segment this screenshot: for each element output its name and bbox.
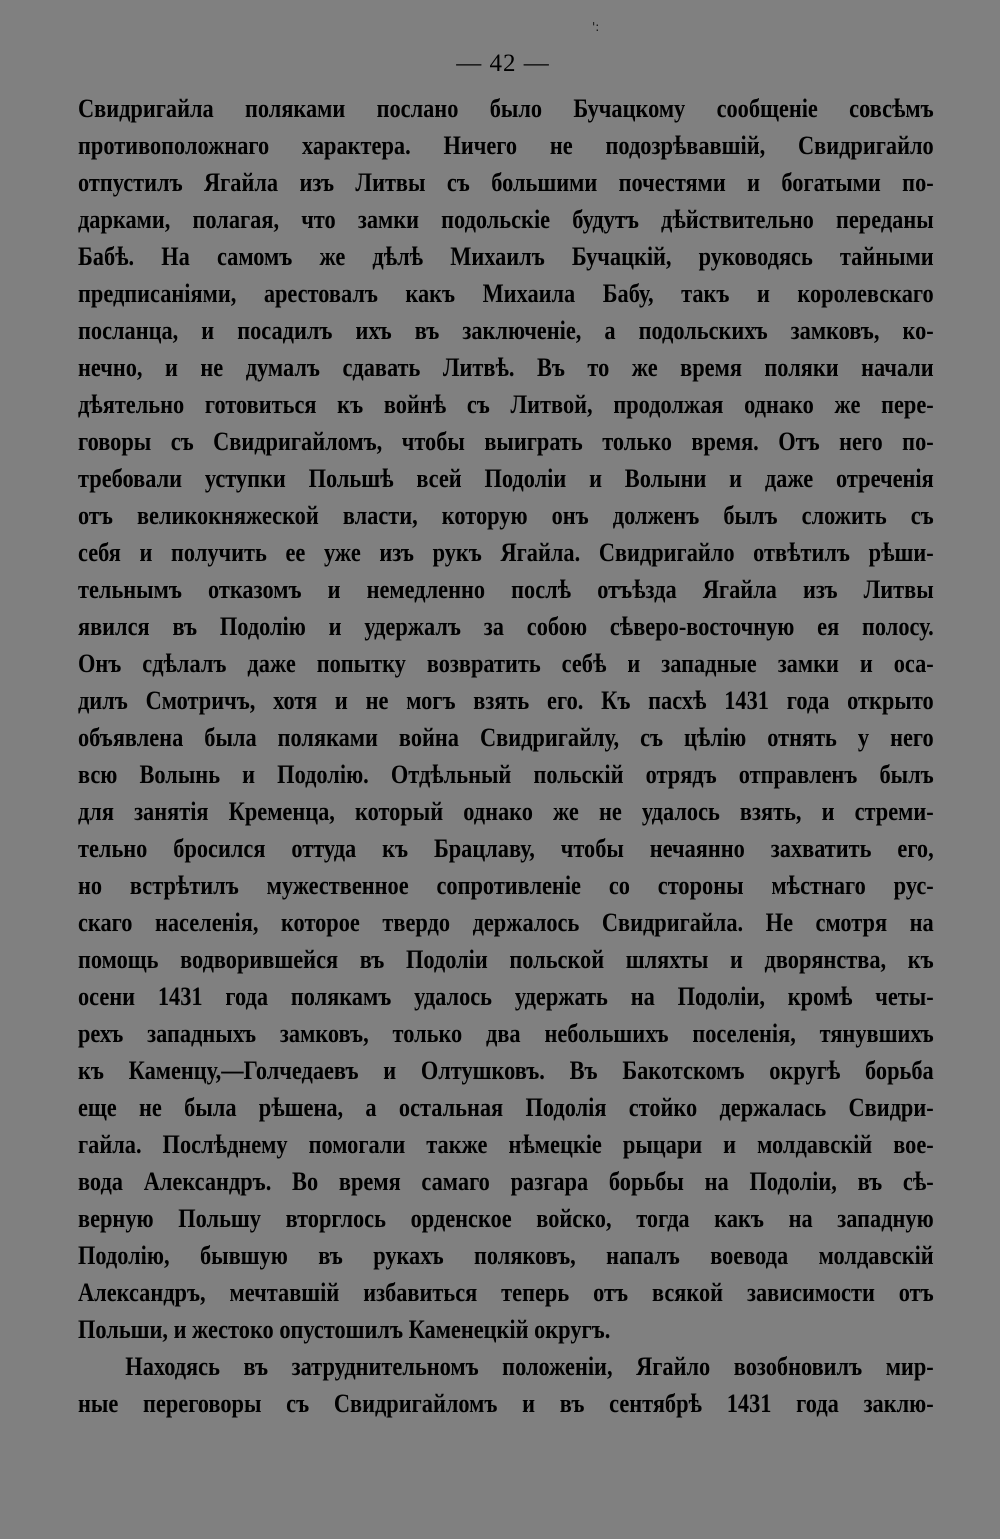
text-line: явился въ Подолiю и удержалъ за собою сѣверо-восточную ея полосу. (78, 612, 934, 641)
text-line: противоположнаго характера. Ничего не подозрѣвавшiй, Свидригайло (78, 131, 934, 160)
text-line: помощь водворившейся въ Подолiи польской шляхты и дворянства, къ (78, 945, 934, 974)
text-line: вода Александръ. Во время самаго разгара борьбы на Подолiи, въ сѣ- (78, 1167, 934, 1196)
text-line: Свидригайла поляками послано было Бучацкому сообщенiе совсѣмъ (78, 94, 934, 123)
text-line: себя и получить ее уже изъ рукъ Ягайла. Свидригайло отвѣтилъ рѣши- (78, 538, 934, 567)
text-line: всю Волынь и Подолiю. Отдѣльный польскiй отрядъ отправленъ былъ (78, 760, 934, 789)
text-line: Подолiю, бывшую въ рукахъ поляковъ, напалъ воевода молдавскiй (78, 1241, 934, 1270)
text-line: дилъ Смотричъ, хотя и не могъ взять его. Къ пасхѣ 1431 года открыто (78, 686, 934, 715)
text-line: посланца, и посадилъ ихъ въ заключенiе, а подольскихъ замковъ, ко- (78, 316, 934, 345)
text-line: Онъ сдѣлалъ даже попытку возвратить себѣ и западные замки и оса- (78, 649, 934, 678)
text-line: говоры съ Свидригайломъ, чтобы выиграть только время. Отъ него по- (78, 427, 934, 456)
text-line: тельнымъ отказомъ и немедленно послѣ отъѣзда Ягайла изъ Литвы (78, 575, 934, 604)
text-line: гайла. Послѣднему помогали также нѣмецкiе рыцари и молдавскiй вое- (78, 1130, 934, 1159)
text-line: осени 1431 года полякамъ удалось удержать на Подолiи, кромѣ четы- (78, 982, 934, 1011)
text-line: къ Каменцу,—Голчедаевъ и Олтушковъ. Въ Бакотскомъ округѣ борьба (78, 1056, 934, 1085)
text-line: Бабѣ. На самомъ же дѣлѣ Михаилъ Бучацкiй, руководясь тайными (78, 242, 934, 271)
text-line: отъ великокняжеской власти, которую онъ долженъ былъ сложить съ (78, 501, 934, 530)
text-line: отпустилъ Ягайла изъ Литвы съ большими почестями и богатыми по- (78, 168, 934, 197)
text-line: предписанiями, арестовалъ какъ Михаила Бабу, такъ и королевскаго (78, 279, 934, 308)
text-line: дарками, полагая, что замки подольскiе будутъ дѣйствительно переданы (78, 205, 934, 234)
page-number: — 42 — (456, 50, 550, 77)
text-line: ные переговоры съ Свидригайломъ и въ сентябрѣ 1431 года заклю- (78, 1389, 934, 1418)
text-line: Польши, и жестоко опустошилъ Каменецкiй округъ. (78, 1315, 611, 1344)
text-line: верную Польшу вторглось орденское войско, тогда какъ на западную (78, 1204, 934, 1233)
text-line: требовали уступки Польшѣ всей Подолiи и Волыни и даже отреченiя (78, 464, 934, 493)
text-line: рехъ западныхъ замковъ, только два небольшихъ поселенiя, тянувшихъ (78, 1019, 934, 1048)
text-line: Александръ, мечтавшiй избавиться теперь отъ всякой зависимости отъ (78, 1278, 934, 1307)
text-line: но встрѣтилъ мужественное сопротивленiе со стороны мѣстнаго рус- (78, 871, 934, 900)
text-line: тельно бросился оттуда къ Брацлаву, чтобы нечаянно захватить его, (78, 834, 934, 863)
text-line: нечно, и не думалъ сдавать Литвѣ. Въ то же время поляки начали (78, 353, 934, 382)
text-line: Находясь въ затруднительномъ положенiи, Ягайло возобновилъ мир- (125, 1352, 934, 1381)
text-line: объявлена была поляками война Свидригайлу, съ цѣлiю отнять у него (78, 723, 934, 752)
page-mark: ': (592, 20, 600, 34)
text-line: для занятiя Кременца, который однако же не удалось взять, и стреми- (78, 797, 934, 826)
body-text (78, 90, 934, 1422)
text-line: скаго населенiя, которое твердо держалось Свидригайла. Не смотря на (78, 908, 934, 937)
text-line: дѣятельно готовиться къ войнѣ съ Литвой, продолжая однако же пере- (78, 390, 934, 419)
text-line: еще не была рѣшена, а остальная Подолiя стойко держалась Свидри- (78, 1093, 934, 1122)
